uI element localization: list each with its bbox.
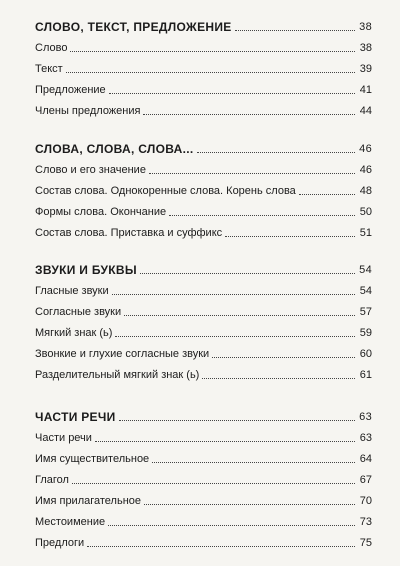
dot-leader: [95, 441, 355, 442]
page-number: 67: [359, 474, 372, 486]
page-number: 46: [359, 143, 372, 155]
page-number: 46: [359, 164, 372, 176]
dot-leader: [152, 462, 355, 463]
dot-leader: [197, 152, 355, 153]
entry-label: Звонкие и глухие согласные звуки: [35, 348, 210, 360]
entry-label: Слово: [35, 42, 68, 54]
page-number: 51: [359, 227, 372, 239]
entry-label: Гласные звуки: [35, 285, 109, 297]
toc-entry[interactable]: [35, 529, 372, 550]
section-heading[interactable]: [35, 132, 372, 156]
dot-leader: [72, 483, 355, 484]
entry-label: Слово и его значение: [35, 164, 146, 176]
entry-label: Мягкий знак (ь): [35, 327, 113, 339]
dot-leader: [115, 336, 355, 337]
dot-leader: [225, 236, 355, 237]
dot-leader: [149, 173, 355, 174]
dot-leader: [140, 273, 355, 274]
entry-label: Согласные звуки: [35, 306, 122, 318]
page-number: 60: [359, 348, 372, 360]
entry-label: Текст: [35, 63, 63, 75]
section-spacer: [35, 118, 372, 132]
dot-leader: [235, 30, 355, 31]
toc-entry[interactable]: [35, 97, 372, 118]
page-number: 75: [359, 537, 372, 549]
page-number: 70: [359, 495, 372, 507]
section-spacer: [35, 382, 372, 400]
dot-leader: [112, 294, 355, 295]
page-number: 63: [359, 432, 372, 444]
entry-label: Глагол: [35, 474, 69, 486]
toc-entry[interactable]: [35, 198, 372, 219]
page-number: 63: [359, 411, 372, 423]
dot-leader: [212, 357, 355, 358]
dot-leader: [66, 72, 355, 73]
toc-entry[interactable]: [35, 487, 372, 508]
toc-entry[interactable]: [35, 340, 372, 361]
toc-entry[interactable]: [35, 466, 372, 487]
page-number: 54: [359, 285, 372, 297]
entry-label: Имя существительное: [35, 453, 150, 465]
toc-entry[interactable]: [35, 298, 372, 319]
page-number: 41: [359, 84, 372, 96]
dot-leader: [108, 525, 355, 526]
toc-entry[interactable]: [35, 177, 372, 198]
toc-section: [35, 253, 372, 382]
toc-entry[interactable]: [35, 508, 372, 529]
dot-leader: [87, 546, 355, 547]
heading-label: ЧАСТИ РЕЧИ: [35, 410, 116, 424]
dot-leader: [299, 194, 355, 195]
page-number: 59: [359, 327, 372, 339]
entry-label: Местоимение: [35, 516, 106, 528]
entry-label: Состав слова. Однокоренные слова. Корень слова: [35, 185, 296, 197]
dot-leader: [109, 93, 355, 94]
toc-entry[interactable]: [35, 424, 372, 445]
toc-entry[interactable]: [35, 361, 372, 382]
toc-entry[interactable]: [35, 76, 372, 97]
page-number: 64: [359, 453, 372, 465]
dot-leader: [202, 378, 355, 379]
page-number: 50: [359, 206, 372, 218]
entry-label: Состав слова. Приставка и суффикс: [35, 227, 223, 239]
page-number: 61: [359, 369, 372, 381]
toc-section: [35, 400, 372, 550]
section-heading[interactable]: [35, 10, 372, 34]
dot-leader: [144, 504, 355, 505]
section-spacer: [35, 240, 372, 253]
dot-leader: [143, 114, 355, 115]
entry-label: Предлоги: [35, 537, 85, 549]
toc-entry[interactable]: [35, 219, 372, 240]
page-number: 39: [359, 63, 372, 75]
toc-entry[interactable]: [35, 277, 372, 298]
dot-leader: [119, 420, 355, 421]
page-number: 44: [359, 105, 372, 117]
entry-label: Формы слова. Окончание: [35, 206, 167, 218]
page-number: 38: [359, 42, 372, 54]
dot-leader: [70, 51, 355, 52]
toc-section: [35, 132, 372, 240]
toc-entry[interactable]: [35, 55, 372, 76]
heading-label: ЗВУКИ И БУКВЫ: [35, 263, 137, 277]
heading-label: СЛОВО, ТЕКСТ, ПРЕДЛОЖЕНИЕ: [35, 20, 232, 34]
toc-entry[interactable]: [35, 156, 372, 177]
dot-leader: [124, 315, 355, 316]
page-number: 57: [359, 306, 372, 318]
section-heading[interactable]: [35, 253, 372, 277]
entry-label: Члены предложения: [35, 105, 141, 117]
page-number: 38: [359, 21, 372, 33]
entry-label: Имя прилагательное: [35, 495, 142, 507]
toc-section: [35, 10, 372, 118]
page-number: 73: [359, 516, 372, 528]
dot-leader: [169, 215, 355, 216]
toc-entry[interactable]: [35, 445, 372, 466]
toc-entry[interactable]: [35, 319, 372, 340]
entry-label: Предложение: [35, 84, 106, 96]
entry-label: Части речи: [35, 432, 92, 444]
page-number: 48: [359, 185, 372, 197]
page-number: 54: [359, 264, 372, 276]
section-heading[interactable]: [35, 400, 372, 424]
heading-label: СЛОВА, СЛОВА, СЛОВА...: [35, 142, 194, 156]
entry-label: Разделительный мягкий знак (ь): [35, 369, 200, 381]
toc-entry[interactable]: [35, 34, 372, 55]
